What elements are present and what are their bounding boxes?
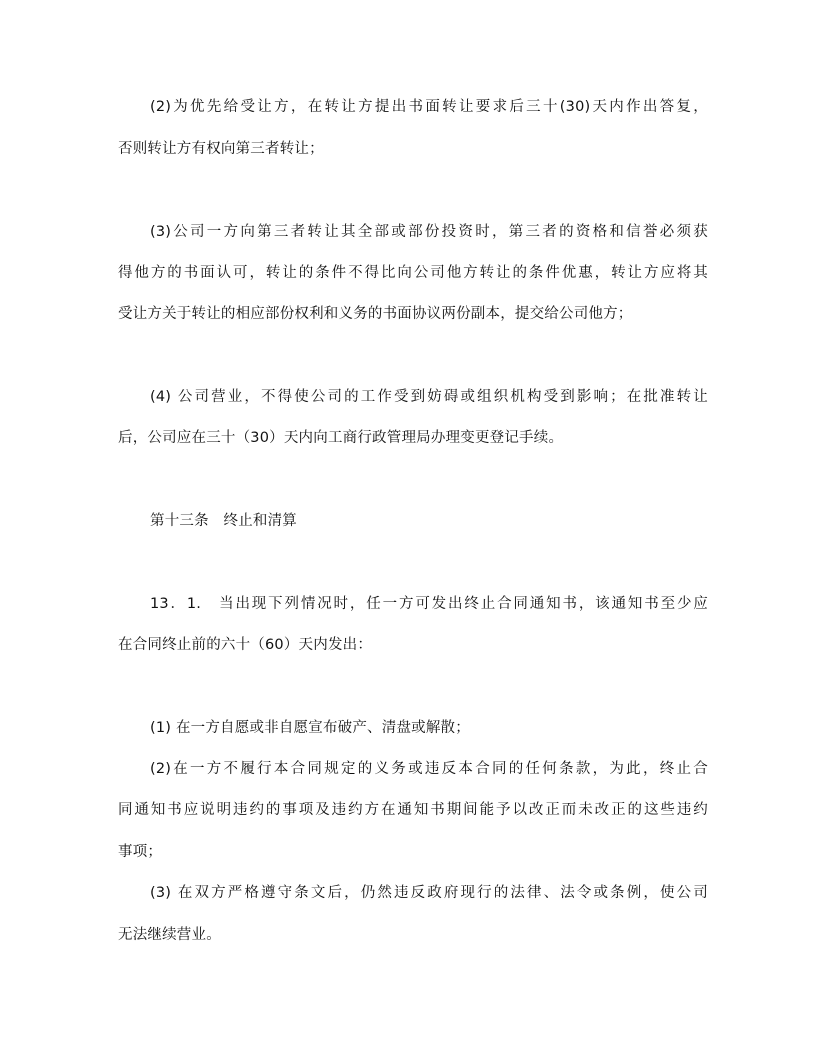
item-1-line-1: (1) 在一方自愿或非自愿宣布破产、清盘或解散； <box>150 720 470 736</box>
item-2-line-2: 同通知书应说明违约的事项及违约方在通知书期间能予以改正而未改正的这些违约 <box>118 802 708 818</box>
paragraph-3-line-3: 受让方关于转让的相应部份权利和义务的书面协议两份副本，提交给公司他方； <box>118 306 633 322</box>
paragraph-2-2-line-1: (2)为优先给受让方，在转让方提出书面转让要求后三十(30)天内作出答复， <box>150 99 708 115</box>
paragraph-3-line-1: (3)公司一方向第三者转让其全部或部份投资时，第三者的资格和信誉必须获 <box>150 224 708 240</box>
clause-13-1-line-2: 在合同终止前的六十（60）天内发出： <box>118 637 373 653</box>
article-13-heading: 第十三条 终止和清算 <box>150 513 297 529</box>
paragraph-3-line-2: 得他方的书面认可，转让的条件不得比向公司他方转让的条件优惠，转让方应将其 <box>118 265 708 281</box>
item-3-line-2: 无法继续营业。 <box>118 927 221 943</box>
paragraph-2-2-line-2: 否则转让方有权向第三者转让； <box>118 141 324 157</box>
paragraph-4-line-2: 后，公司应在三十（30）天内向工商行政管理局办理变更登记手续。 <box>118 430 564 446</box>
item-2-line-3: 事项； <box>118 844 163 860</box>
clause-13-1-line-1: 13．1. 当出现下列情况时，任一方可发出终止合同通知书，该通知书至少应 <box>150 596 708 612</box>
item-2-line-1: (2)在一方不履行本合同规定的义务或违反本合同的任何条款，为此，终止合 <box>150 761 708 777</box>
paragraph-4-line-1: (4) 公司营业，不得使公司的工作受到妨碍或组织机构受到影响；在批准转让 <box>150 389 708 405</box>
item-3-line-1: (3) 在双方严格遵守条文后，仍然违反政府现行的法律、法令或条例，使公司 <box>150 885 708 901</box>
